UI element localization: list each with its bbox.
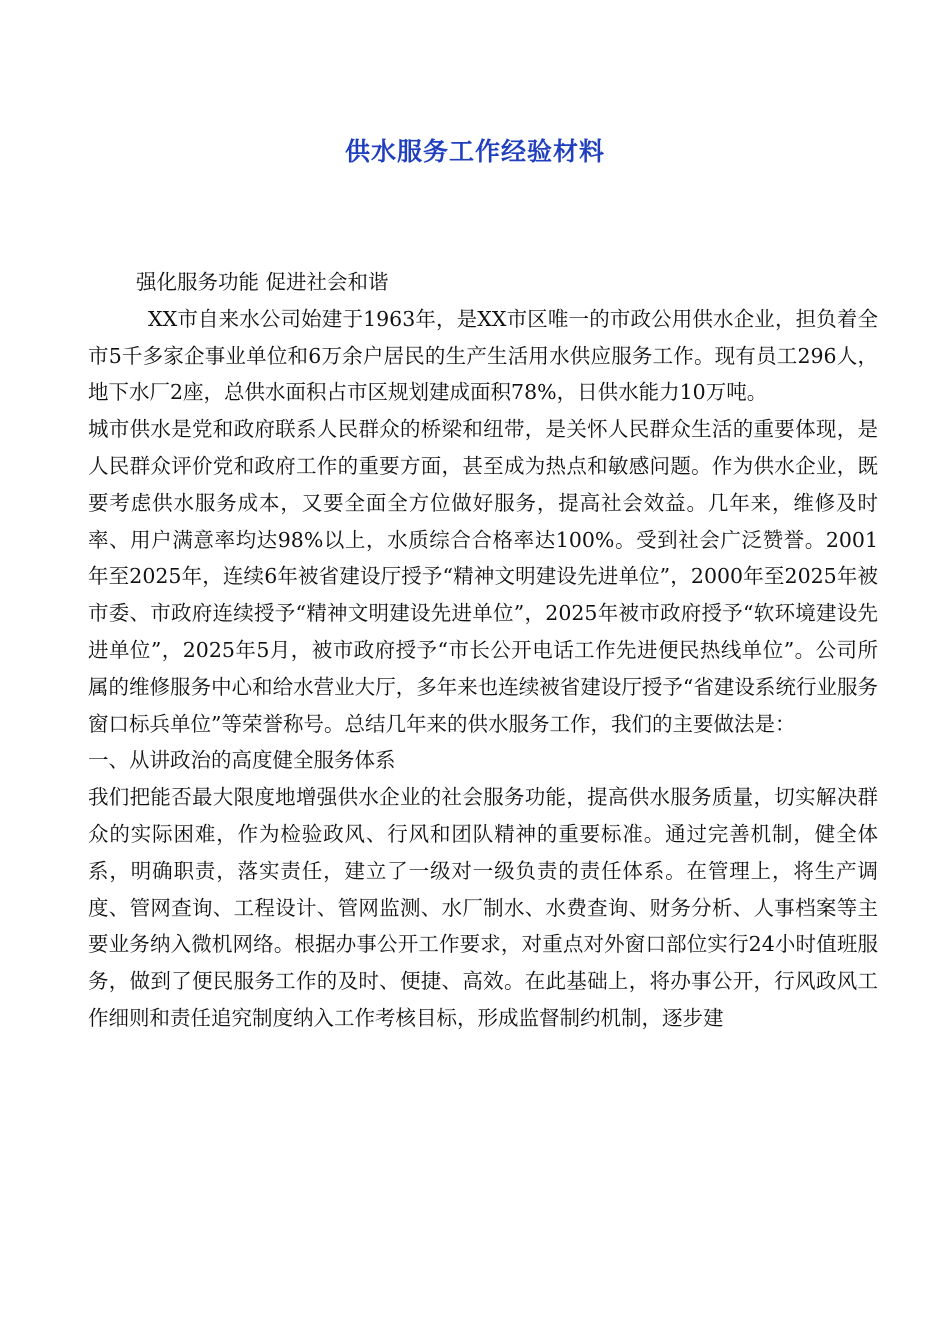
section-heading-1: 一、从讲政治的高度健全服务体系 (88, 748, 396, 773)
document-subtitle: 强化服务功能 促进社会和谐 (136, 270, 389, 294)
paragraph-intro: XX市自来水公司始建于1963年，是XX市区唯一的市政公用供水企业，担负着全市5千多家企事业单位和6万余户居民的生产生活用水供应服务工作。现有员工296人，地下水厂2座，总供水面积占市区规划建成面积78%，日供水能力10万吨。 (88, 306, 878, 405)
paragraph-achievements: 城市供水是党和政府联系人民群众的桥梁和纽带，是关怀人民群众生活的重要体现，是人民群众评价党和政府工作的重要方面，甚至成为热点和敏感问题。作为供水企业，既要考虑供水服务成本，又要全面全方位做好服务，提高社会效益。几年来，维修及时率、用户满意率均达98%以上，水质综合合格率达100%。受到社会广泛赞誉。2001年至2025年，连续6年被省建设厅授予“精神文明建设先进单位”，2000年至2025年被市委、市政府连续授予“精神文明建设先进单位”，2025年被市政府授予“软环境建设先进单位”，2025年5月，被市政府授予“市长公开电话工作先进便民热线单位”。公司所属的维修服务中心和给水营业大厅，多年来也连续被省建设厅授予“省建设系统行业服务窗口标兵单位”等荣誉称号。总结几年来的供水服务工作，我们的主要做法是： (88, 417, 878, 736)
document-body (88, 264, 878, 1037)
paragraph-service-system: 我们把能否最大限度地增强供水企业的社会服务功能，提高供水服务质量，切实解决群众的实际困难，作为检验政风、行风和团队精神的重要标准。通过完善机制，健全体系，明确职责，落实责任，建立了一级对一级负责的责任体系。在管理上，将生产调度、管网查询、工程设计、管网监测、水厂制水、水费查询、财务分析、人事档案等主要业务纳入微机网络。根据办事公开工作要求，对重点对外窗口部位实行24小时值班服务，做到了便民服务工作的及时、便捷、高效。在此基础上，将办事公开，行风政风工作细则和责任追究制度纳入工作考核目标，形成监督制约机制，逐步建 (88, 785, 878, 1030)
document-title: 供水服务工作经验材料 (344, 137, 605, 166)
